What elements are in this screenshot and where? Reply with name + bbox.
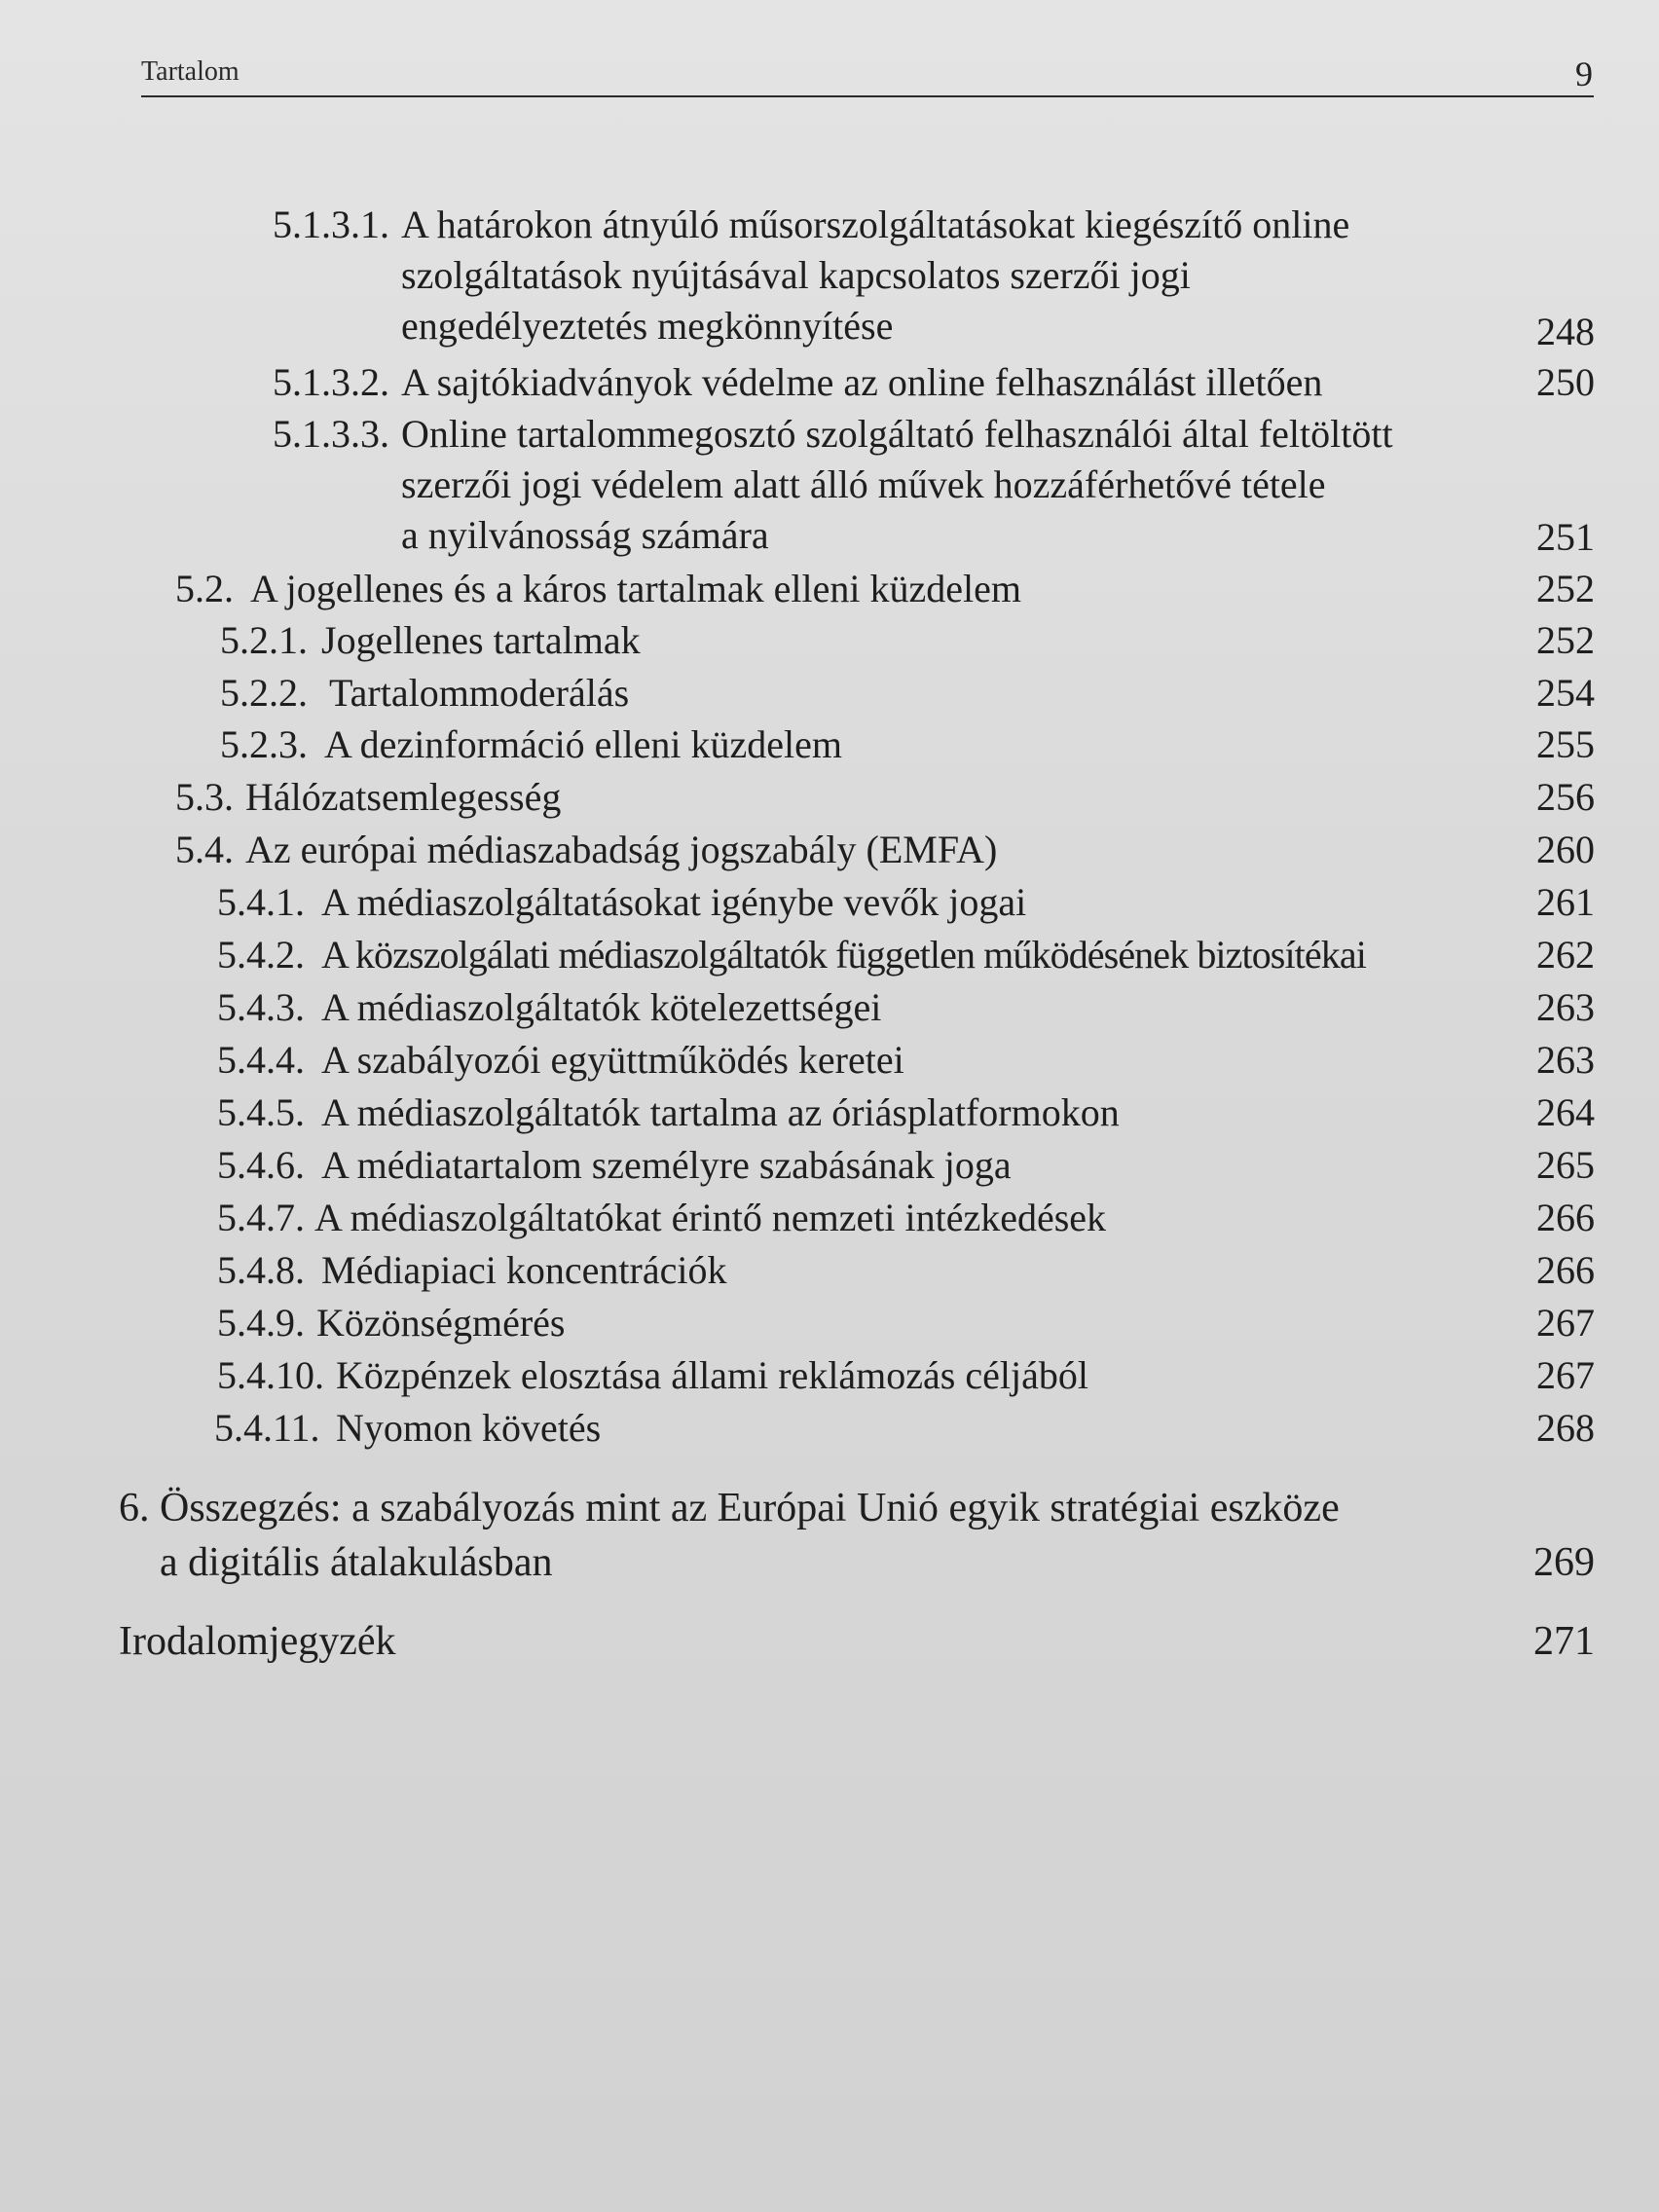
- toc-page: 267: [1536, 1353, 1595, 1397]
- toc-page: 252: [1536, 618, 1595, 662]
- toc-number: 5.1.3.3.: [273, 412, 389, 456]
- running-title: Tartalom: [141, 56, 240, 87]
- toc-number: 5.4.8.: [217, 1248, 305, 1292]
- toc-page: 251: [1536, 515, 1595, 559]
- toc-number: 5.4.11.: [214, 1406, 320, 1450]
- toc-title: A médiaszolgáltatásokat igénybe vevők jogai: [321, 880, 1027, 924]
- toc-number: 5.4.2.: [217, 933, 305, 977]
- toc-number: 5.4.4.: [217, 1038, 305, 1082]
- header-rule: [141, 95, 1594, 97]
- toc-number: 5.4.7.: [217, 1196, 305, 1239]
- toc-title: A médiaszolgáltatók kötelezettségei: [321, 985, 882, 1029]
- toc-page: 261: [1536, 880, 1595, 924]
- toc-page: 250: [1536, 360, 1595, 404]
- toc-title: A médiaszolgáltatók tartalma az óriásplatformokon: [321, 1090, 1120, 1134]
- toc-page: 260: [1536, 828, 1595, 871]
- toc-title: A jogellenes és a káros tartalmak elleni küzdelem: [250, 567, 1021, 610]
- toc-page: 262: [1536, 933, 1595, 977]
- toc-title: A dezinformáció elleni küzdelem: [324, 722, 843, 766]
- toc-number: 5.2.2.: [220, 671, 308, 715]
- toc-number: 5.4.1.: [217, 880, 305, 924]
- toc-title: Médiapiaci koncentrációk: [321, 1248, 727, 1292]
- toc-page: 256: [1536, 775, 1595, 819]
- toc-page: 265: [1536, 1143, 1595, 1187]
- toc-number: 5.4.10.: [217, 1353, 324, 1397]
- toc-page: 254: [1536, 671, 1595, 715]
- toc-number: 5.4.: [175, 828, 234, 871]
- toc-page: 268: [1536, 1406, 1595, 1450]
- toc-number: 5.4.5.: [217, 1090, 305, 1134]
- toc-title: A szabályozói együttműködés keretei: [321, 1038, 904, 1082]
- toc-number: 5.3.: [175, 775, 234, 819]
- toc-title: A médiatartalom személyre szabásának joga: [321, 1143, 1012, 1187]
- toc-page: 263: [1536, 1038, 1595, 1082]
- toc-title: Közpénzek elosztása állami reklámozás céljából: [336, 1353, 1088, 1397]
- toc-title: Tartalommoderálás: [329, 671, 630, 715]
- page-number: 9: [1575, 55, 1593, 93]
- toc-title: Az európai médiaszabadság jogszabály (EMFA): [245, 828, 998, 871]
- toc-title: A sajtókiadványok védelme az online felhasználást illetően: [401, 360, 1323, 404]
- toc-number: 5.4.3.: [217, 985, 305, 1029]
- toc-page: 252: [1536, 567, 1595, 610]
- toc-number: 5.1.3.1.: [273, 203, 389, 246]
- toc-number: 5.4.9.: [217, 1301, 305, 1345]
- toc-page: 267: [1536, 1301, 1595, 1345]
- toc-number: 5.2.3.: [220, 722, 308, 766]
- toc-number: 5.2.1.: [220, 618, 308, 662]
- toc-page: 269: [1533, 1540, 1595, 1585]
- toc-number: 5.4.6.: [217, 1143, 305, 1187]
- toc-page: 266: [1536, 1248, 1595, 1292]
- toc-title: Jogellenes tartalmak: [321, 618, 641, 662]
- toc-number: 6.: [119, 1486, 150, 1530]
- toc-page: 266: [1536, 1196, 1595, 1239]
- toc-page: 248: [1536, 310, 1595, 353]
- toc-title: Online tartalommegosztó szolgáltató felhasználói által feltöltött szerzői jogi védelem alatt álló művek hozzáférhetővé tétele a nyilvánosság számára: [401, 412, 1393, 557]
- toc-title: Közönségmérés: [316, 1301, 566, 1345]
- toc-page: 263: [1536, 985, 1595, 1029]
- toc-title: Összegzés: a szabályozás mint az Európai Unió egyik stratégiai eszköze a digitális átalakulásban: [160, 1486, 1340, 1585]
- toc-page: 264: [1536, 1090, 1595, 1134]
- toc-title: A médiaszolgáltatókat érintő nemzeti intézkedések: [314, 1196, 1107, 1239]
- toc-title: A határokon átnyúló műsorszolgáltatásokat kiegészítő online szolgáltatások nyújtásával kapcsolatos szerzői jogi engedélyeztetés megkönnyítése: [401, 203, 1350, 348]
- toc-title: Hálózatsemlegesség: [245, 775, 562, 819]
- toc-title: Irodalomjegyzék: [119, 1619, 396, 1664]
- toc-number: 5.1.3.2.: [273, 360, 389, 404]
- toc-page: 255: [1536, 722, 1595, 766]
- toc-page: 271: [1533, 1619, 1595, 1664]
- toc-number: 5.2.: [175, 567, 234, 610]
- toc-title: A közszolgálati médiaszolgáltatók független működésének biztosítékai: [321, 933, 1366, 977]
- toc-title: Nyomon követés: [336, 1406, 602, 1450]
